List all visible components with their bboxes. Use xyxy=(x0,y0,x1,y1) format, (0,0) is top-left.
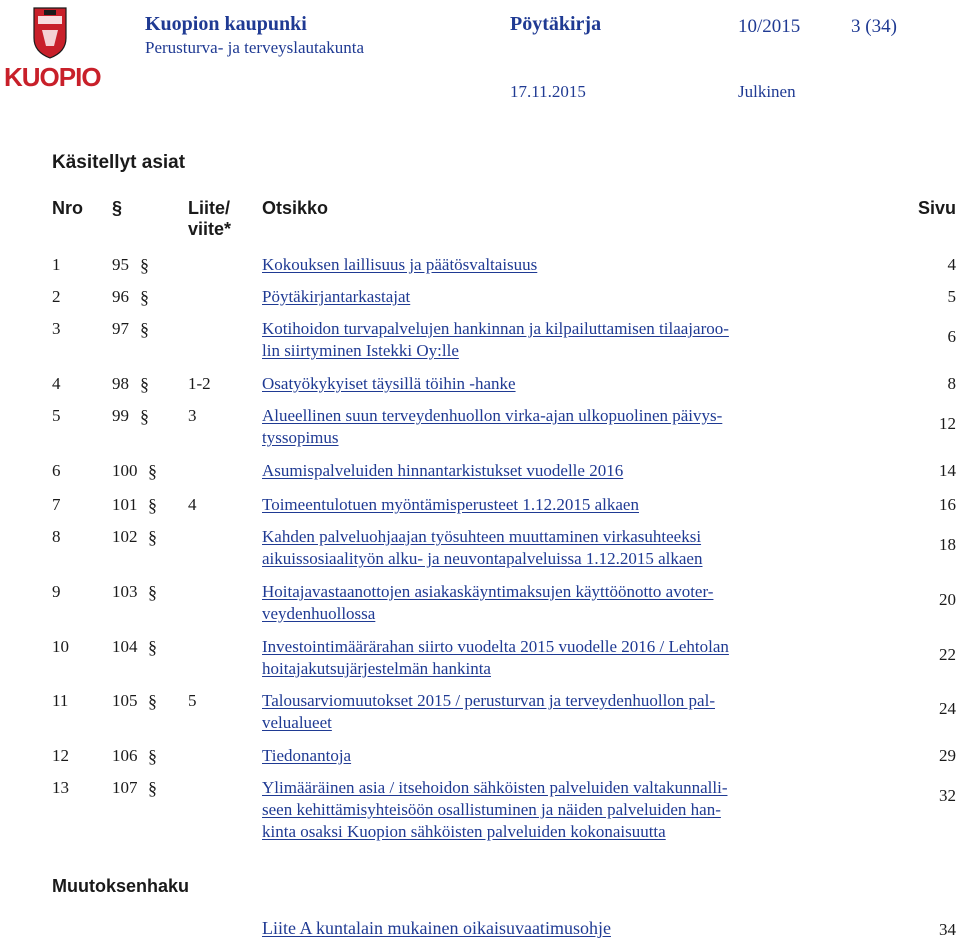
item-nro: 11 xyxy=(52,691,69,710)
item-page: 16 xyxy=(939,495,956,514)
item-page: 12 xyxy=(939,414,956,433)
item-page: 4 xyxy=(947,255,956,274)
item-title-link[interactable]: Pöytäkirjantarkastajat xyxy=(262,287,411,306)
doc-number: 10/2015 xyxy=(738,16,801,37)
item-paragraph-number: 103 xyxy=(112,582,138,601)
paragraph-sign: § xyxy=(148,495,157,515)
item-title-link[interactable]: Ylimääräinen asia / itsehoidon sähköisten palveluiden valtakunnalli- seen kehittämisyhteisöön osallistuminen ja näiden palveluiden han- kinta osaksi Kuopion sähköisten palveluiden kokonaisuutta xyxy=(262,778,728,841)
col-otsikko: Otsikko xyxy=(262,198,329,218)
item-paragraph-number: 104 xyxy=(112,637,138,656)
item-page: 24 xyxy=(939,699,956,718)
item-paragraph-number: 96 xyxy=(112,287,129,306)
item-title-link[interactable]: Kokouksen laillisuus ja päätösvaltaisuus xyxy=(262,255,538,274)
item-nro: 5 xyxy=(52,406,61,425)
item-title-link[interactable]: Hoitajavastaanottojen asiakaskäyntimaksujen käyttöönotto avoter- veydenhuollossa xyxy=(262,582,714,623)
item-page: 20 xyxy=(939,590,956,609)
paragraph-sign: § xyxy=(148,746,157,766)
item-paragraph-number: 106 xyxy=(112,746,138,765)
paragraph-sign: § xyxy=(148,637,157,657)
publicity-status: Julkinen xyxy=(738,82,796,101)
item-page: 32 xyxy=(939,786,956,805)
item-attachment: 4 xyxy=(188,495,197,514)
paragraph-sign: § xyxy=(148,527,157,547)
paragraph-sign: § xyxy=(140,287,149,307)
col-nro: Nro xyxy=(52,198,83,218)
item-paragraph-number: 99 xyxy=(112,406,129,425)
item-page: 22 xyxy=(939,645,956,664)
paragraph-sign: § xyxy=(140,255,149,275)
item-nro: 2 xyxy=(52,287,61,306)
item-title-link[interactable]: Talousarviomuutokset 2015 / perusturvan ja terveydenhuollon pal- velualueet xyxy=(262,691,715,732)
col-paragraph: § xyxy=(112,198,123,218)
item-paragraph-number: 97 xyxy=(112,319,129,338)
item-attachment: 1-2 xyxy=(188,374,211,393)
doc-type: Pöytäkirja xyxy=(510,13,602,35)
kuopio-logo xyxy=(4,4,101,94)
item-title-link[interactable]: Asumispalveluiden hinnantarkistukset vuodelle 2016 xyxy=(262,461,624,480)
item-title-link[interactable]: Toimeentulotuen myöntämisperusteet 1.12.2015 alkaen xyxy=(262,495,639,514)
item-paragraph-number: 100 xyxy=(112,461,138,480)
item-nro: 10 xyxy=(52,637,69,656)
item-paragraph-number: 98 xyxy=(112,374,129,393)
item-nro: 3 xyxy=(52,319,61,338)
item-title-link[interactable]: Kahden palveluohjaajan työsuhteen muuttaminen virkasuhteeksi aikuissosiaalityön alku- ja neuvontapalveluissa 1.12.2015 alkaen xyxy=(262,527,703,568)
item-attachment: 5 xyxy=(188,691,197,710)
col-liite: Liite/ viite* xyxy=(188,198,232,239)
appendix-a-page: 34 xyxy=(939,920,956,939)
paragraph-sign: § xyxy=(148,778,157,798)
col-sivu: Sivu xyxy=(917,198,956,218)
item-paragraph-number: 107 xyxy=(112,778,138,797)
item-paragraph-number: 102 xyxy=(112,527,138,546)
item-nro: 7 xyxy=(52,495,61,514)
item-page: 6 xyxy=(947,327,956,346)
page-count: 3 (34) xyxy=(851,16,897,37)
committee-name: Perusturva- ja terveyslautakunta xyxy=(145,38,365,57)
logo-text: KUOPIO xyxy=(4,62,101,92)
paragraph-sign: § xyxy=(140,319,149,339)
item-nro: 6 xyxy=(52,461,61,480)
paragraph-sign: § xyxy=(140,374,149,394)
item-title-link[interactable]: Tiedonantoja xyxy=(262,746,352,765)
item-paragraph-number: 105 xyxy=(112,691,138,710)
item-page: 14 xyxy=(939,461,956,480)
paragraph-sign: § xyxy=(148,691,157,711)
item-attachment: 3 xyxy=(188,406,197,425)
paragraph-sign: § xyxy=(140,406,149,426)
item-page: 8 xyxy=(947,374,956,393)
item-title-link[interactable]: Osatyökykyiset täysillä töihin -hanke xyxy=(262,374,516,393)
item-page: 29 xyxy=(939,746,956,765)
muutoksenhaku-title: Muutoksenhaku xyxy=(52,876,190,896)
item-nro: 13 xyxy=(52,778,69,797)
paragraph-sign: § xyxy=(148,582,157,602)
item-paragraph-number: 95 xyxy=(112,255,129,274)
item-page: 18 xyxy=(939,535,956,554)
item-nro: 1 xyxy=(52,255,61,274)
item-nro: 9 xyxy=(52,582,61,601)
item-paragraph-number: 101 xyxy=(112,495,138,514)
item-title-link[interactable]: Alueellinen suun terveydenhuollon virka-ajan ulkopuolinen päivys- tyssopimus xyxy=(262,406,723,447)
organization-name: Kuopion kaupunki xyxy=(145,13,307,35)
item-title-link[interactable]: Kotihoidon turvapalvelujen hankinnan ja kilpailuttamisen tilaajaroo- lin siirtyminen Istekki Oy:lle xyxy=(262,319,729,360)
meeting-date: 17.11.2015 xyxy=(510,82,586,101)
paragraph-sign: § xyxy=(148,461,157,481)
item-title-link[interactable]: Investointimäärärahan siirto vuodelta 2015 vuodelle 2016 / Lehtolan hoitajakutsujärjestelmän hankinta xyxy=(262,637,729,678)
appendix-a-link[interactable]: Liite A kuntalain mukainen oikaisuvaatimusohje xyxy=(262,918,611,938)
section-title: Käsitellyt asiat xyxy=(52,152,186,173)
item-nro: 8 xyxy=(52,527,61,546)
item-nro: 12 xyxy=(52,746,69,765)
item-page: 5 xyxy=(947,287,956,306)
item-nro: 4 xyxy=(52,374,61,393)
